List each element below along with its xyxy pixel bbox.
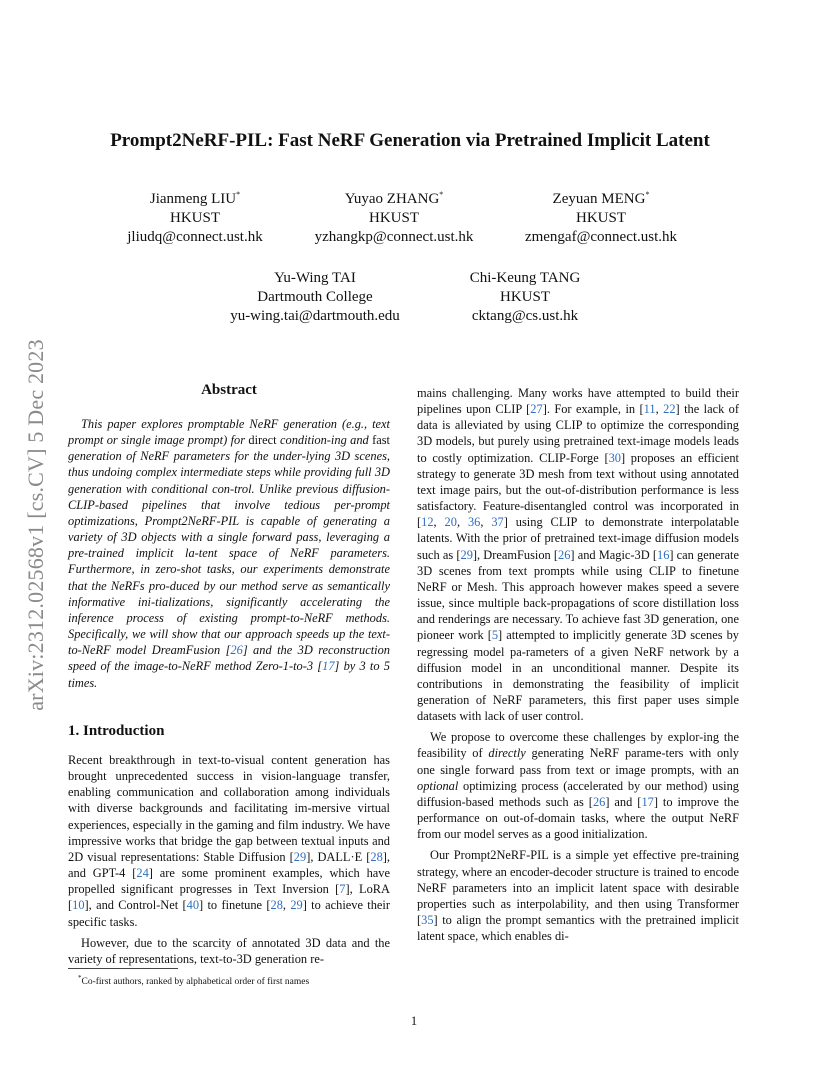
citation-link[interactable]: 40	[186, 898, 200, 913]
author-affiliation: HKUST	[575, 210, 626, 226]
citation-link[interactable]: 28	[370, 849, 383, 864]
author-affiliation: HKUST	[499, 289, 550, 305]
citation-link[interactable]: 16	[657, 547, 670, 562]
paper-title: Prompt2NeRF-PIL: Fast NeRF Generation via Pretrained Implicit Latent	[110, 130, 710, 151]
arxiv-stamp	[14, 290, 58, 760]
citation-link[interactable]: 26	[592, 794, 606, 809]
author-email: cktang@cs.ust.hk	[471, 308, 579, 324]
intro-paragraph: Recent breakthrough in text-to-visual content generation has brought unprecedented success in vision-language transfer, enabling communication and collaboration among individuals with diverse backgrounds and facilitating im-mersive virtual experiences, especially in the gaming and film industry. We have impressive works that bridge the gap between textual inputs and 2D visual representations: Stable Diffusion [29], DALL·E [28], and GPT-4 [24] are some prominent examples, which have propelled significant progresses in Text Inversion [7], LoRA [10], and Control-Net [40] to finetune [28, 29] to achieve their specific tasks.	[68, 753, 390, 929]
citation-link[interactable]: 17	[641, 794, 654, 809]
author-name: Chi-Keung TANG	[469, 270, 581, 286]
citation-link[interactable]: 24	[136, 866, 149, 881]
footnote-text: Co-first authors, ranked by alphabetical order of first names	[81, 977, 310, 988]
citation-link[interactable]: 11	[643, 402, 656, 417]
citation-link[interactable]: 29	[290, 898, 303, 913]
author-block	[505, 185, 697, 247]
citation-link[interactable]: 29	[460, 547, 473, 562]
intro-paragraph: However, due to the scarcity of annotated 3D data and the variety of representations, text-to-3D generation re-	[68, 935, 390, 966]
citation-link[interactable]: 7	[339, 882, 346, 897]
footnote	[78, 974, 309, 987]
citation-link[interactable]: 20	[444, 515, 457, 530]
citation-link[interactable]: 26	[230, 643, 243, 658]
citation-link[interactable]: 28	[270, 898, 283, 913]
citation-link[interactable]: 10	[72, 898, 85, 913]
abstract-paragraph: This paper explores promptable NeRF generation (e.g., text prompt or single image prompt) for direct condition-ing and fast generation of NeRF parameters for the under-lying 3D scenes, thus undoing complex intermediate steps while providing full 3D generation with conditional con-trol. Unlike previous diffusion-CLIP-based pipelines that involve tedious per-prompt optimizations, Prompt2NeRF-PIL is capable of generating a variety of 3D objects with a single forward pass, leveraging a pre-trained implicit la-tent space of NeRF parameters. Furthermore, in zero-shot tasks, our experiments demonstrate that the NeRFs pro-duced by our method serve as semantically informative ini-tializations, significantly accelerating the inference process of existing prompt-to-NeRF methods. Specifically, we will show that our approach speeds up the text-to-NeRF model DreamFusion [26] and the 3D reconstruction speed of the image-to-NeRF method Zero-1-to-3 [17] by 3 to 5 times.	[68, 417, 391, 690]
citation-link[interactable]: 17	[322, 659, 335, 674]
author-block	[210, 269, 420, 326]
footnote-mark: *	[78, 974, 82, 982]
citation-link[interactable]: 5	[491, 628, 499, 643]
author-mark: *	[439, 190, 444, 199]
author-block	[294, 185, 494, 247]
author-mark: *	[236, 190, 241, 199]
author-name: Yuyao ZHANG	[344, 191, 440, 207]
author-mark: *	[645, 190, 650, 199]
author-block	[440, 269, 610, 326]
author-name: Zeyuan MENG	[552, 191, 646, 207]
author-name: Jianmeng LIU	[149, 191, 237, 207]
author-block	[100, 185, 290, 247]
citation-link[interactable]: 35	[421, 913, 434, 927]
author-email: yzhangkp@connect.ust.hk	[314, 229, 474, 245]
author-email: yu-wing.tai@dartmouth.edu	[230, 308, 400, 324]
abstract-heading: Abstract	[201, 382, 257, 398]
footnote-divider	[68, 968, 178, 969]
page-number: 1	[410, 1014, 418, 1028]
author-affiliation: HKUST	[368, 210, 419, 226]
citation-link[interactable]: 27	[530, 402, 543, 417]
arxiv-stamp-text: arXiv:2312.02568v1 [cs.CV] 5 Dec 2023	[23, 339, 48, 711]
author-affiliation: Dartmouth College	[257, 289, 373, 305]
section-heading: 1. Introduction	[68, 723, 165, 739]
citation-link[interactable]: 29	[293, 849, 307, 864]
body-paragraph: mains challenging. Many works have attempted to build their pipelines upon CLIP [27]. For example, in [11, 22] the lack of data is alleviated by using CLIP to optimize the corresponding 3D models, but purely using pretrained text-image models leads to costly optimization. CLIP-Forge [30] proposes an efficient strategy to generate 3D mesh from text without using annotated text image pairs, but the out-of-distribution performance is less satisfactory. Feature-disentangled control was incorporated in [12, 20, 36, 37] using CLIP to demonstrate interpolatable latents. With the prior of pretrained text-image diffusion models such as [29], DreamFusion [26] and Magic-3D [16] can generate 3D scenes from text prompts while using CLIP to finetune NeRF or Mesh. This approach however makes speed a severe issue, since multiple back-propagations of score distillation loss and renderings are necessary. To achieve fast 3D generation, one pioneer work [5] attempted to implicitly generate 3D scenes by regressing model pa-rameters of a given NeRF network by a diffusion model in an unconditional manner. Despite its contributions in demonstrating the feasibility of implicit generation of NeRF parameters, this first paper uses simple datasets with lack of user control.	[417, 386, 740, 724]
citation-link[interactable]: 12	[421, 515, 434, 530]
right-column-body	[417, 385, 739, 944]
abstract-body	[68, 416, 390, 691]
author-name: Yu-Wing TAI	[274, 270, 356, 286]
author-email: jliudq@connect.ust.hk	[127, 229, 263, 245]
citation-link[interactable]: 30	[608, 450, 621, 465]
citation-link[interactable]: 37	[491, 515, 504, 530]
body-paragraph: We propose to overcome these challenges by explor-ing the feasibility of directly generating NeRF parame-ters with only one single forward pass from text or image prompts, with an optional optimizing process (accelerated by our method) using diffusion-based methods such as [26] and [17] to improve the performance on out-of-domain tasks, where the output NeRF from our model serves as a good initialization.	[417, 730, 739, 842]
citation-link[interactable]: 36	[467, 515, 481, 530]
citation-link[interactable]: 22	[663, 402, 676, 417]
author-email: zmengaf@connect.ust.hk	[524, 229, 678, 245]
body-paragraph: Our Prompt2NeRF-PIL is a simple yet effective pre-training strategy, where an encoder-decoder structure is trained to encode NeRF parameters into an implicit latent space with desirable properties such as interpolability, and then using Transformer [35] to align the prompt semantics with the pretrained implicit latent space, which enables di-	[417, 848, 739, 944]
intro-body	[68, 752, 390, 967]
citation-link[interactable]: 26	[558, 547, 571, 562]
author-affiliation: HKUST	[169, 210, 220, 226]
